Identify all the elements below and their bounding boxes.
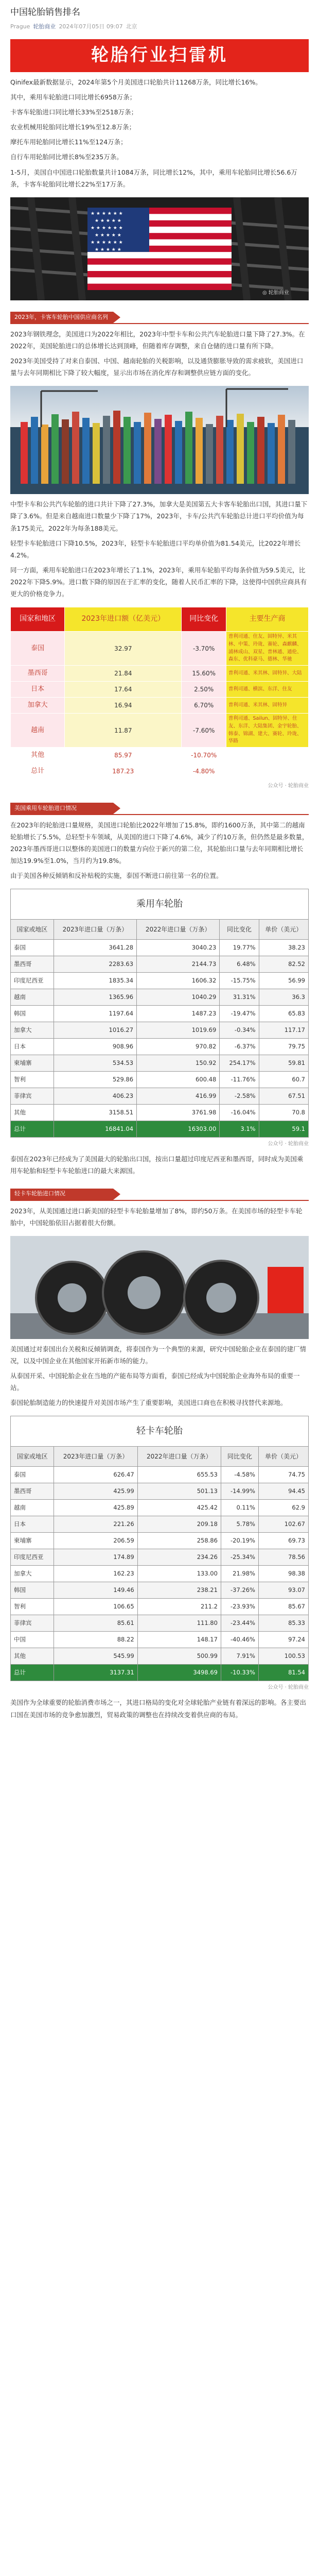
table-row bbox=[11, 989, 309, 1005]
table-row bbox=[11, 1532, 309, 1549]
table2-cell: 总计 bbox=[11, 1121, 54, 1137]
table2-cell: 529.86 bbox=[54, 1071, 136, 1088]
table2-cell: 19.77% bbox=[220, 939, 259, 956]
table3-cell: 85.61 bbox=[54, 1615, 137, 1631]
table3-cell: 菲律宾 bbox=[11, 1615, 54, 1631]
table3-header: 国家或地区 bbox=[11, 1446, 54, 1466]
table-row bbox=[11, 1664, 309, 1681]
table3-cell: 5.78% bbox=[221, 1516, 258, 1532]
body3-p0: 在2023年的轮胎进口量规格，美国进口轮胎比2022年增加了15.8%，即约1600万条，其中第二的越南轮胎增长了5.5%，总轻型卡车领域，从美国的进口下降了4.6%，减少了约10万条，但仍然是最多数量，2023年墨西哥进口以整体的美国进口的数量方向位于新兴的第二位，其轮胎出口量与去年同期相比增长加达19.9%至1.0%，当月约为19.8%。 bbox=[10, 821, 309, 865]
table-row bbox=[11, 748, 309, 764]
t1-header-change: 同比变化 bbox=[182, 607, 226, 632]
table-row bbox=[11, 1549, 309, 1565]
table-row bbox=[11, 1631, 309, 1648]
container-port-illustration bbox=[10, 386, 309, 494]
table2-cell: 6.48% bbox=[220, 956, 259, 972]
table2-cell: 1365.96 bbox=[54, 989, 136, 1005]
table-row bbox=[11, 632, 309, 666]
table3-cell: 加拿大 bbox=[11, 1565, 54, 1582]
table3-cell: 柬埔寨 bbox=[11, 1532, 54, 1549]
table3-cell: 238.21 bbox=[137, 1582, 221, 1598]
table-row bbox=[11, 1104, 309, 1121]
table3-cell: 545.99 bbox=[54, 1648, 137, 1664]
table3-cell: 221.26 bbox=[54, 1516, 137, 1532]
table2-header: 2023年进口量（万条） bbox=[54, 919, 136, 939]
table3-cell: 98.38 bbox=[258, 1565, 308, 1582]
table-row bbox=[11, 698, 309, 714]
table3-cell: 258.86 bbox=[137, 1532, 221, 1549]
table2-cell: 150.92 bbox=[137, 1055, 220, 1071]
table2-cell: 越南 bbox=[11, 989, 54, 1005]
t1-change: 2.50% bbox=[182, 682, 226, 698]
table3-cell: 111.80 bbox=[137, 1615, 221, 1631]
table-row bbox=[11, 1022, 309, 1038]
table2-cell: 泰国 bbox=[11, 939, 54, 956]
t1-firms bbox=[226, 748, 309, 764]
table2-cell: 600.48 bbox=[137, 1071, 220, 1088]
table3-cell: 墨西哥 bbox=[11, 1483, 54, 1499]
table2-cell: 79.75 bbox=[259, 1038, 308, 1055]
t1-country: 越南 bbox=[11, 714, 65, 748]
body2-p1: 2023年美国受持了对来自泰国、中国、越南轮胎的关税影响，以及通货膨胀导致的需求疲软，美国进口量与去年同期相比下降了较大幅度，显示出市场在消化库存和调整供应链方面的变化。 bbox=[10, 357, 304, 377]
table3-cell: -20.19% bbox=[221, 1532, 258, 1549]
table2-cell: 韩国 bbox=[11, 1005, 54, 1022]
table3-cell: 500.99 bbox=[137, 1648, 221, 1664]
t1-value: 21.84 bbox=[65, 666, 182, 682]
table3-cell: 3137.31 bbox=[54, 1664, 137, 1681]
table3-cell: 209.18 bbox=[137, 1516, 221, 1532]
table3-cell: 97.24 bbox=[258, 1631, 308, 1648]
table-row bbox=[11, 764, 309, 779]
table3-cell: 21.98% bbox=[221, 1565, 258, 1582]
table3-cell: -37.26% bbox=[221, 1582, 258, 1598]
tire-illustration-image bbox=[10, 1236, 309, 1339]
table3-cell: -4.58% bbox=[221, 1466, 258, 1483]
table3-cell: 425.42 bbox=[137, 1499, 221, 1516]
intro-p4: 摩托车用轮胎同比增长11%至124万条； bbox=[10, 138, 127, 146]
table3-cell: 总计 bbox=[11, 1664, 54, 1681]
table2-cell: 2283.63 bbox=[54, 956, 136, 972]
flag-tire-illustration bbox=[10, 197, 309, 300]
table-row bbox=[11, 1088, 309, 1104]
table2-cell: -6.37% bbox=[220, 1038, 259, 1055]
svg-text:★ ★ ★ ★ ★ ★: ★ ★ ★ ★ ★ ★ bbox=[91, 240, 123, 245]
table2-cell: 3641.28 bbox=[54, 939, 136, 956]
table2-cell: 1040.29 bbox=[137, 989, 220, 1005]
table2-header: 国家或地区 bbox=[11, 919, 54, 939]
tire-stack-illustration bbox=[10, 1236, 309, 1339]
t1-value: 85.97 bbox=[65, 748, 182, 764]
table2-header: 同比变化 bbox=[220, 919, 259, 939]
table-row bbox=[11, 1005, 309, 1022]
table-row bbox=[11, 1038, 309, 1055]
t1-change: -10.70% bbox=[182, 748, 226, 764]
table2-cell: 534.53 bbox=[54, 1055, 136, 1071]
body4-p0: 泰国在2023年已经成为了美国最大的轮胎出口国，按出口量超过印度尼西亚和墨西哥，同时成为美国乘用车轮胎和轻型卡车轮胎进口的最大来源国。 bbox=[10, 1155, 304, 1175]
table2-cell: 60.7 bbox=[259, 1071, 308, 1088]
t1-firms: 普利司通、Sailun、固特异、住友、东洋、大陆集团、金宇轮胎、韩泰、锦湖、建大、赛轮、玲珑、华路 bbox=[226, 714, 309, 748]
table2-cell: 1197.64 bbox=[54, 1005, 136, 1022]
table3-cell: 0.11% bbox=[221, 1499, 258, 1516]
article-title: 中国轮胎销售排名 bbox=[10, 7, 80, 18]
table2-watermark: 公众号 · 轮胎商业 bbox=[268, 1141, 309, 1147]
body2-p0: 2023年钢铁理念，美国进口为2022年相比，2023年中型卡车和公共汽车轮胎进口量下降了27.3%。在2022年，美国轮胎进口的总体增长达到顶峰，但随着库存调整，来自仓储的进口量有所下降。 bbox=[10, 330, 305, 350]
svg-text:★ ★ ★ ★ ★ ★: ★ ★ ★ ★ ★ ★ bbox=[91, 211, 123, 216]
t1-country: 加拿大 bbox=[11, 698, 65, 714]
table2-cell: 其他 bbox=[11, 1104, 54, 1121]
table2-cell: 1606.32 bbox=[137, 972, 220, 989]
container-port-image bbox=[10, 386, 309, 494]
t1-value: 17.64 bbox=[65, 682, 182, 698]
body2-p3: 轻型卡车轮胎进口下降10.5%，2023年，轻型卡车轮胎进口平均单价值为81.54美元，比2022年增长4.2%。 bbox=[10, 539, 301, 559]
table3-cell: 其他 bbox=[11, 1648, 54, 1664]
body3-p1: 由于美国各种反倾销和反补贴税的实施，泰国不断进口前往第一名的位置。 bbox=[10, 872, 223, 880]
table3-cell: -10.33% bbox=[221, 1664, 258, 1681]
section-header-2: 美国乘用车轮胎进口情况 bbox=[10, 803, 113, 814]
table3-header: 单价（美元） bbox=[258, 1446, 308, 1466]
t1-value: 187.23 bbox=[65, 764, 182, 779]
table2-cell: -11.76% bbox=[220, 1071, 259, 1088]
table2-cell: 3040.23 bbox=[137, 939, 220, 956]
table3-cell: 655.53 bbox=[137, 1466, 221, 1483]
import-value-table bbox=[10, 607, 309, 779]
table2-cell: 970.82 bbox=[137, 1038, 220, 1055]
table3-cell: -14.99% bbox=[221, 1483, 258, 1499]
table3-cell: 100.53 bbox=[258, 1648, 308, 1664]
t1-change: -3.70% bbox=[182, 632, 226, 666]
t1-header-firms: 主要生产商 bbox=[226, 607, 309, 632]
section-header-3: 轻卡车轮胎进口情况 bbox=[10, 1189, 113, 1200]
table-row bbox=[11, 714, 309, 748]
table3-cell: 69.73 bbox=[258, 1532, 308, 1549]
table3-header: 同比变化 bbox=[221, 1446, 258, 1466]
table3-cell: 162.23 bbox=[54, 1565, 137, 1582]
table2-cell: 67.51 bbox=[259, 1088, 308, 1104]
table3-cell: 425.99 bbox=[54, 1483, 137, 1499]
passenger-tire-table bbox=[10, 889, 309, 1137]
table2-cell: 56.99 bbox=[259, 972, 308, 989]
table2-cell: 柬埔寨 bbox=[11, 1055, 54, 1071]
table3-cell: 中国 bbox=[11, 1631, 54, 1648]
table2-cell: -16.04% bbox=[220, 1104, 259, 1121]
meta-time: 2024年07月05日 09:07 bbox=[59, 23, 123, 30]
meta-date: Prague bbox=[10, 23, 30, 30]
table2-cell: 70.8 bbox=[259, 1104, 308, 1121]
table2-cell: 59.1 bbox=[259, 1121, 308, 1137]
table-row bbox=[11, 1598, 309, 1615]
table2-cell: 墨西哥 bbox=[11, 956, 54, 972]
table3-cell: 93.07 bbox=[258, 1582, 308, 1598]
t2-caption: 乘用车轮胎 bbox=[10, 889, 309, 919]
t1-value: 16.94 bbox=[65, 698, 182, 714]
t1-header-value: 2023年进口额（亿美元） bbox=[65, 607, 182, 632]
table1-watermark: 公众号 · 轮胎商业 bbox=[268, 783, 309, 789]
table3-cell: 印度尼西亚 bbox=[11, 1549, 54, 1565]
table2-cell: 1019.69 bbox=[137, 1022, 220, 1038]
table3-cell: 越南 bbox=[11, 1499, 54, 1516]
table-row bbox=[11, 682, 309, 698]
table2-cell: 智利 bbox=[11, 1071, 54, 1088]
section-header-1: 2023年，卡客车轮胎中国供应商名列 bbox=[10, 312, 113, 323]
body5-p0: 2023年，从美国通过进口新美国的轻型卡车轮胎量增加了8%，即约50万条。在美国市场的轻型卡车轮胎中，中国轮胎依旧占据着很大份额。 bbox=[10, 1207, 303, 1227]
t1-value: 32.97 bbox=[65, 632, 182, 666]
table3-cell: 3498.69 bbox=[137, 1664, 221, 1681]
table3-cell: 78.56 bbox=[258, 1549, 308, 1565]
table-row bbox=[11, 1483, 309, 1499]
table3-cell: 501.13 bbox=[137, 1483, 221, 1499]
t1-firms: 普利司通、住友、固特异、米其林、中策、玲珑、赛轮、森麒麟、浦林成山、双星、普林通、通伦、森东、优科豪马、德林、华驰 bbox=[226, 632, 309, 666]
meta-source[interactable]: 轮胎商业 bbox=[33, 23, 56, 30]
table3-cell: 85.67 bbox=[258, 1598, 308, 1615]
table2-cell: 菲律宾 bbox=[11, 1088, 54, 1104]
table2-cell: 36.3 bbox=[259, 989, 308, 1005]
table3-header: 2022年进口量（万条） bbox=[137, 1446, 221, 1466]
t1-firms: 普利司通、米其林、固特异 bbox=[226, 698, 309, 714]
table2-cell: -19.47% bbox=[220, 1005, 259, 1022]
table2-cell: 908.96 bbox=[54, 1038, 136, 1055]
t1-change: -4.80% bbox=[182, 764, 226, 779]
t1-change: -7.60% bbox=[182, 714, 226, 748]
table2-header: 2022年进口量（万条） bbox=[137, 919, 220, 939]
t1-country: 日本 bbox=[11, 682, 65, 698]
table3-cell: 74.75 bbox=[258, 1466, 308, 1483]
table-row bbox=[11, 1466, 309, 1483]
table3-cell: -23.93% bbox=[221, 1598, 258, 1615]
table2-cell: 印度尼西亚 bbox=[11, 972, 54, 989]
table3-cell: -25.34% bbox=[221, 1549, 258, 1565]
table2-cell: 3158.51 bbox=[54, 1104, 136, 1121]
intro-p6: 1-5月，美国自中国进口轮胎数量共计1084万条，同比增长12%，其中，乘用车轮胎同比增长56.6万条，卡客车轮胎同比增长22%至17万条。 bbox=[10, 168, 297, 188]
t1-country: 墨西哥 bbox=[11, 666, 65, 682]
svg-text:★ ★ ★ ★ ★: ★ ★ ★ ★ ★ bbox=[95, 218, 121, 224]
table2-cell: -0.34% bbox=[220, 1022, 259, 1038]
flag-tire-image bbox=[10, 197, 309, 300]
table2-cell: 16303.00 bbox=[137, 1121, 220, 1137]
table2-cell: 416.99 bbox=[137, 1088, 220, 1104]
table3-watermark: 公众号 · 轮胎商业 bbox=[268, 1684, 309, 1690]
banner-text: 轮胎行业扫雷机 bbox=[91, 45, 228, 66]
hero-watermark: ◎ 轮胎商业 bbox=[262, 290, 289, 296]
table3-cell: 81.54 bbox=[258, 1664, 308, 1681]
table-row bbox=[11, 1071, 309, 1088]
table3-cell: 425.89 bbox=[54, 1499, 137, 1516]
table2-cell: 加拿大 bbox=[11, 1022, 54, 1038]
t1-firms: 普利司通、米其林、固特异、大陆 bbox=[226, 666, 309, 682]
table2-cell: 3761.98 bbox=[137, 1104, 220, 1121]
table3-cell: 133.00 bbox=[137, 1565, 221, 1582]
intro-p5: 自行车用轮胎同比增长8%至235万条。 bbox=[10, 153, 123, 161]
table3-cell: 62.9 bbox=[258, 1499, 308, 1516]
table3-cell: 韩国 bbox=[11, 1582, 54, 1598]
table-row bbox=[11, 1615, 309, 1631]
table2-cell: 16841.04 bbox=[54, 1121, 136, 1137]
table-row bbox=[11, 939, 309, 956]
meta-location: 北京 bbox=[126, 23, 137, 30]
table2-cell: 31.31% bbox=[220, 989, 259, 1005]
t3-caption: 轻卡车轮胎 bbox=[10, 1416, 309, 1446]
intro-p2: 卡客车轮胎进口同比增长33%至2518万条； bbox=[10, 108, 138, 116]
table2-cell: 日本 bbox=[11, 1038, 54, 1055]
table3-cell: 211.2 bbox=[137, 1598, 221, 1615]
table2-cell: 3.1% bbox=[220, 1121, 259, 1137]
table3-cell: -23.44% bbox=[221, 1615, 258, 1631]
table2-cell: 406.23 bbox=[54, 1088, 136, 1104]
table3-cell: 102.67 bbox=[258, 1516, 308, 1532]
body5-p2: 从泰国开采、中国轮胎企业在当地的产能布局等方面看，泰国已经成为中国轮胎企业海外布局的重要一站。 bbox=[10, 1372, 300, 1392]
t1-change: 6.70% bbox=[182, 698, 226, 714]
table2-cell: 1835.34 bbox=[54, 972, 136, 989]
table-row bbox=[11, 1565, 309, 1582]
table3-cell: 7.91% bbox=[221, 1648, 258, 1664]
body2-p4: 同一方面，乘用车轮胎进口在2023年增长了1.1%，2023年，乘用车轮胎平均每条价值为59.5美元，比2022年下降5.9%。进口数下降的原因在于汇率的变化，随着人民币汇率的下降，这使得中国供应商具有更大的价格竞争力。 bbox=[10, 566, 307, 598]
table2-cell: 117.17 bbox=[259, 1022, 308, 1038]
t1-header-country: 国家和地区 bbox=[11, 607, 65, 632]
table3-cell: 174.89 bbox=[54, 1549, 137, 1565]
table2-cell: 1487.23 bbox=[137, 1005, 220, 1022]
title-banner bbox=[10, 39, 309, 72]
table2-cell: 38.23 bbox=[259, 939, 308, 956]
section-divider bbox=[10, 323, 309, 324]
table3-cell: 626.47 bbox=[54, 1466, 137, 1483]
table2-header: 单价（美元） bbox=[259, 919, 308, 939]
table3-cell: 94.45 bbox=[258, 1483, 308, 1499]
table-row bbox=[11, 1055, 309, 1071]
body5-p3: 泰国轮胎制造能力的快速提升对美国市场产生了重要影响，美国进口商也在积极寻找替代来源地。 bbox=[10, 1399, 287, 1407]
article-meta bbox=[10, 22, 309, 32]
table2-cell: 82.52 bbox=[259, 956, 308, 972]
table-row bbox=[11, 1499, 309, 1516]
intro-p1: 其中，乘用车轮胎进口同比增长6958万条； bbox=[10, 93, 136, 101]
table-row bbox=[11, 1121, 309, 1137]
t1-country: 总计 bbox=[11, 764, 65, 779]
table2-cell: -15.75% bbox=[220, 972, 259, 989]
table-row bbox=[11, 1582, 309, 1598]
table-row bbox=[11, 956, 309, 972]
t1-firms: 普利司通、横滨、东洋、住友 bbox=[226, 682, 309, 698]
light-truck-tire-table bbox=[10, 1416, 309, 1681]
table3-cell: 106.65 bbox=[54, 1598, 137, 1615]
table3-cell: 149.46 bbox=[54, 1582, 137, 1598]
table2-cell: 2144.73 bbox=[137, 956, 220, 972]
t1-country: 其他 bbox=[11, 748, 65, 764]
t1-value: 11.87 bbox=[65, 714, 182, 748]
table3-cell: 日本 bbox=[11, 1516, 54, 1532]
t1-change: 15.60% bbox=[182, 666, 226, 682]
table2-cell: 1016.27 bbox=[54, 1022, 136, 1038]
table-row bbox=[11, 1648, 309, 1664]
table3-cell: 206.59 bbox=[54, 1532, 137, 1549]
intro-p3: 农业机械用轮胎同比增长19%至12.8万条； bbox=[10, 123, 136, 131]
table3-cell: -40.46% bbox=[221, 1631, 258, 1648]
table3-cell: 88.22 bbox=[54, 1631, 137, 1648]
table3-cell: 234.26 bbox=[137, 1549, 221, 1565]
table3-cell: 85.33 bbox=[258, 1615, 308, 1631]
table-row bbox=[11, 1516, 309, 1532]
body2-p2: 中型卡车和公共汽车轮胎的进口共计下降了27.3%，加拿大是美国第五大卡客车轮胎出口国，其进口量下降了3.6%。但是来自越南进口数量少下降了17%，2023年，卡车/公共汽车轮胎总计进口平均价值为每条175美元，2022年为每条188美元。 bbox=[10, 500, 308, 532]
svg-text:★ ★ ★ ★ ★ ★: ★ ★ ★ ★ ★ ★ bbox=[91, 225, 123, 231]
table2-cell: 254.17% bbox=[220, 1055, 259, 1071]
section-divider bbox=[10, 814, 309, 815]
t1-country: 泰国 bbox=[11, 632, 65, 666]
body6-p0: 美国作为全球重要的轮胎消费市场之一，其进口格局的变化对全球轮胎产业链有着深远的影响。各主要出口国在美国市场的竞争愈加激烈，贸易政策的调整也在持续改变着供应商的布局。 bbox=[10, 1699, 307, 1719]
table3-cell: 智利 bbox=[11, 1598, 54, 1615]
table2-cell: 65.83 bbox=[259, 1005, 308, 1022]
svg-text:★ ★ ★ ★ ★: ★ ★ ★ ★ ★ bbox=[95, 232, 121, 238]
table2-cell: 59.81 bbox=[259, 1055, 308, 1071]
svg-text:★ ★ ★ ★ ★: ★ ★ ★ ★ ★ bbox=[95, 247, 121, 252]
table3-cell: 148.17 bbox=[137, 1631, 221, 1648]
section-divider bbox=[10, 1200, 309, 1201]
table3-header: 2023年进口量（万条） bbox=[54, 1446, 137, 1466]
table2-cell: -2.58% bbox=[220, 1088, 259, 1104]
body5-p1: 美国通过对泰国出台关税和反倾销调查，将泰国作为一个典型的来源，研究中国轮胎企业在泰国的建厂情况，以及中国企业在其他国家开拓新市场的能力。 bbox=[10, 1345, 307, 1365]
table-row bbox=[11, 666, 309, 682]
intro-p0: Qinifex最新数据显示，2024年第5个月美国进口轮胎共计11268万条，同比增长16%。 bbox=[10, 78, 262, 86]
table3-cell: 泰国 bbox=[11, 1466, 54, 1483]
t1-firms bbox=[226, 764, 309, 779]
table-row bbox=[11, 972, 309, 989]
